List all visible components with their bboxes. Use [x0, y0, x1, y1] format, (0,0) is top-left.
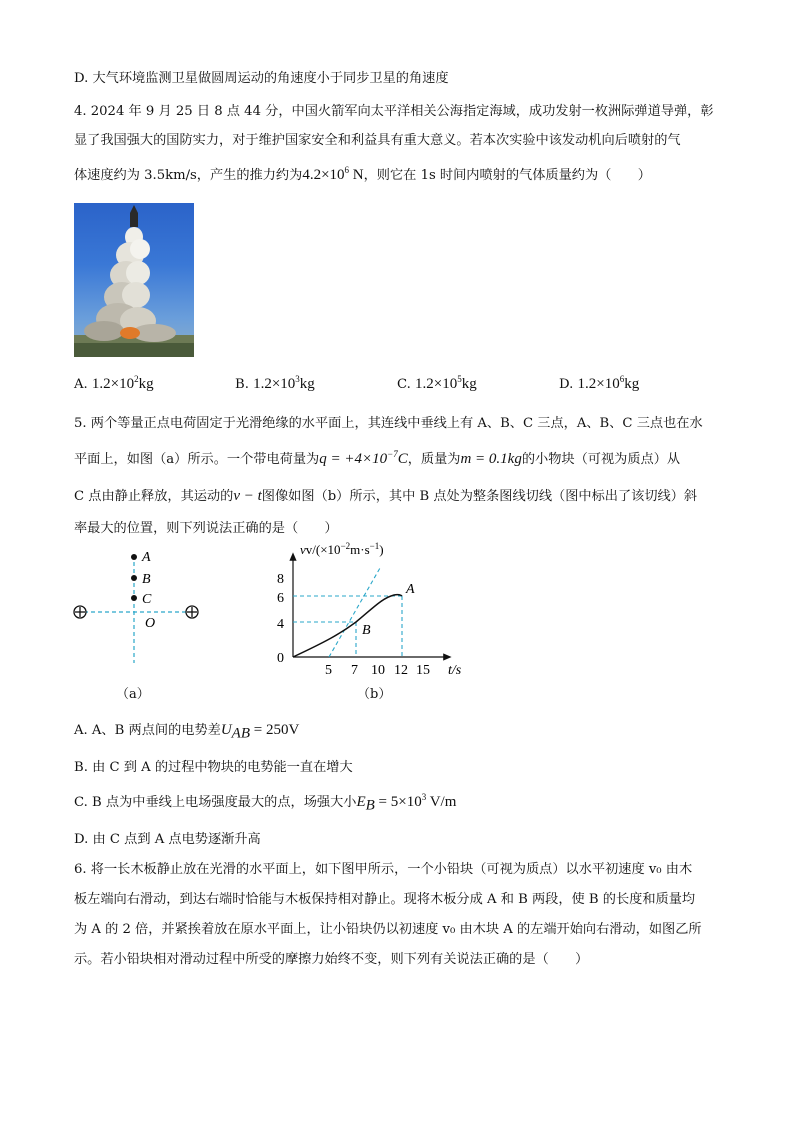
q4-line-1: 4. 2024 年 9 月 25 日 8 点 44 分，中国火箭军向太平洋相关公海指定海域，成功发射一枚洲际弹道导弹，彰	[74, 104, 714, 119]
label-b: B	[142, 572, 151, 587]
positive-charge-right	[186, 606, 198, 618]
point-a-label: A	[406, 582, 415, 597]
q5-option-a: A. A、B 两点间的电势差$U_{AB} = 250V$	[74, 722, 300, 742]
q6-line-1: 6. 将一长木板静止放在光滑的水平面上，如下图甲所示，一个小铅块（可视为质点）以水平初速度 v₀ 由木	[74, 862, 693, 877]
q6-line-2: 板左端向右滑动，到达右端时恰能与木板保持相对静止。现将木板分成 A 和 B 两段，使 B 的长度和质量均	[74, 892, 696, 907]
x-axis-label: t/s	[448, 663, 462, 678]
q3-option-d: D. 大气环境监测卫星做圆周运动的角速度小于同步卫星的角速度	[74, 71, 449, 86]
q4-line-3	[74, 164, 651, 184]
q4-option-c: C. $1.2\times 10^5kg$	[397, 374, 477, 392]
q4-option-d: D. $1.2\times 10^6kg$	[559, 374, 640, 392]
x-tick-15: 15	[416, 663, 430, 678]
label-o: O	[145, 616, 156, 631]
figure-a-caption: （a）	[116, 687, 150, 702]
label-c: C	[142, 592, 152, 607]
q4-option-b: B. $1.2\times 10^3kg$	[235, 374, 315, 392]
q4-line-3-text: 体速度约为 3.5km/s，产生的推力约为	[74, 168, 303, 183]
charge-value: $q = +4\times 10^{-7}C$	[319, 449, 408, 467]
q5-line-1: 5. 两个等量正点电荷固定于光滑绝缘的水平面上，其连线中垂线上有 A、B、C 三点，A、B、C 三点也在水	[74, 416, 703, 431]
x-tick-7: 7	[351, 663, 358, 678]
missile-launch-illustration	[74, 203, 194, 357]
q5-option-c: C. B 点为中垂线上电场强度最大的点，场强大小$E_B = 5\times 10^3$ V/m	[74, 792, 457, 814]
label-a: A	[142, 550, 151, 565]
q5-line-2: 平面上，如图（a）所示。一个带电荷量为$q = +4\times 10^{-7}C$，质量为m = 0.1kg的小物块（可视为质点）从	[74, 449, 681, 467]
point-c-dot	[131, 595, 137, 601]
x-tick-12: 12	[394, 663, 408, 678]
mass-value: m = 0.1kg	[460, 451, 522, 467]
point-b-dot	[131, 575, 137, 581]
y-axis-label: $vv/(\times 10^{-2}m\cdot s^{-1})$	[300, 541, 384, 557]
point-a-dot	[131, 554, 137, 560]
positive-charge-left	[74, 606, 86, 618]
figure-b-caption: （b）	[357, 687, 392, 702]
q5-option-b: B. 由 C 到 A 的过程中物块的电势能一直在增大	[74, 760, 353, 775]
figure-b-vt-graph	[270, 538, 480, 680]
q4-line-3-tail: ，则它在 1s 时间内喷射的气体质量约为（ ）	[363, 168, 651, 183]
thrust-value: $4.2\times 10^6$ N	[302, 165, 364, 183]
point-b-label: B	[362, 623, 371, 638]
tangent-line	[329, 568, 380, 657]
q5-line-4: 率最大的位置，则下列说法正确的是（ ）	[74, 521, 338, 536]
y-tick-4: 4	[277, 617, 284, 632]
q6-line-3: 为 A 的 2 倍，并紧挨着放在原水平面上，让小铅块仍以初速度 v₀ 由木块 A 的左端开始向右滑动，如图乙所	[74, 922, 702, 937]
q5-option-d: D. 由 C 点到 A 点电势逐渐升高	[74, 832, 261, 847]
x-tick-10: 10	[371, 663, 385, 678]
q4-line-2: 显了我国强大的国防实力，对于维护国家安全和利益具有重大意义。若本次实验中该发动机向后喷射的气	[74, 133, 681, 148]
y-tick-8: 8	[277, 572, 284, 587]
q5-line-3: C 点由静止释放，其运动的v − t图像如图（b）所示，其中 B 点处为整条图线切线（图中标出了该切线）斜	[74, 488, 698, 504]
q4-option-a: A. $1.2\times 10^2kg$	[74, 374, 154, 392]
figure-a-charges	[68, 545, 218, 670]
missile-launch-photo	[74, 203, 194, 357]
q6-line-4: 示。若小铅块相对滑动过程中所受的摩擦力始终不变，则下列有关说法正确的是（ ）	[74, 952, 589, 967]
y-tick-0: 0	[277, 651, 284, 666]
x-tick-5: 5	[325, 663, 332, 678]
y-tick-6: 6	[277, 591, 284, 606]
